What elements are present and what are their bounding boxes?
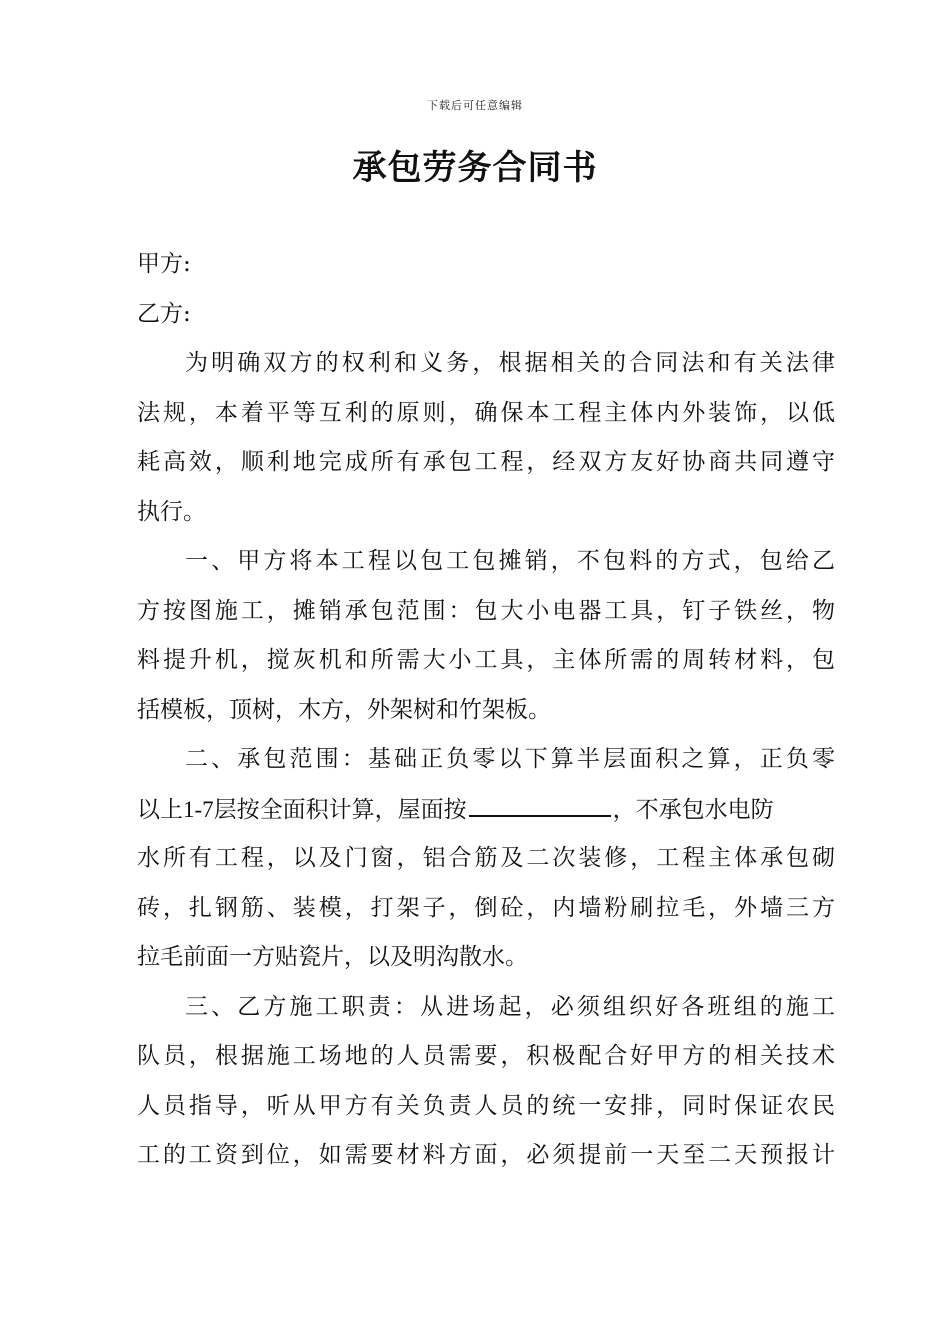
clause-2-line: 水所有工程，以及门窗，铝合筋及二次装修，工程主体承包砌	[137, 845, 835, 871]
clause-3-line: 人员指导，听从甲方有关负责人员的统一安排，同时保证农民	[137, 1092, 835, 1119]
document-body	[137, 240, 835, 1181]
clause-2-paragraph	[137, 735, 835, 983]
clause-3-line: 工的工资到位，如需要材料方面，必须提前一天至二天预报计	[137, 1142, 835, 1168]
clause-3-line: 三、乙方施工职责：从进场起，必须组织好各班组的施工	[185, 993, 835, 1020]
intro-paragraph	[137, 339, 835, 537]
clause-1-line: 料提升机，搅灰机和所需大小工具，主体所需的周转材料，包	[137, 647, 835, 673]
floor-range: 1-7	[183, 796, 214, 822]
clause-1-line: 一、甲方将本工程以包工包摊销，不包料的方式，包给乙	[185, 548, 835, 574]
clause-2-text: 层按全面积计算，屋面按	[213, 796, 467, 823]
clause-2-line: 拉毛前面一方贴瓷片，以及明沟散水。	[137, 944, 528, 970]
clause-1-line: 方按图施工，摊销承包范围：包大小电器工具，钉子铁丝，物	[137, 597, 835, 624]
intro-line: 执行。	[137, 498, 206, 525]
clause-3-paragraph	[137, 983, 835, 1181]
party-b-label: 乙方:	[137, 300, 191, 327]
clause-2-line: 砖，扎钢筋、装模，打架子，倒砼，内墙粉刷拉毛，外墙三方	[137, 894, 835, 921]
header-note: 下载后可任意编辑	[427, 99, 523, 112]
intro-line: 法规，本着平等互利的原则，确保本工程主体内外装饰，以低	[137, 399, 835, 426]
clause-3-line: 队员，根据施工场地的人员需要，积极配合好甲方的相关技术	[137, 1043, 835, 1069]
party-a-label: 甲方:	[137, 251, 191, 277]
document-title: 承包劳务合同书	[352, 148, 598, 188]
clause-2-text: ，不承包水电防	[612, 796, 774, 823]
clause-2-line-with-blank	[137, 785, 835, 835]
clause-2-text: 以上	[137, 796, 183, 823]
clause-1-paragraph	[137, 537, 835, 735]
clause-1-line: 括模板，顶树，木方，外架树和竹架板。	[137, 696, 551, 723]
roof-fill-in-blank[interactable]	[469, 793, 611, 817]
clause-2-line: 二、承包范围：基础正负零以下算半层面积之算，正负零	[185, 746, 835, 772]
intro-line: 为明确双方的权利和义务，根据相关的合同法和有关法律	[185, 350, 835, 376]
intro-line: 耗高效，顺利地完成所有承包工程，经双方友好协商共同遵守	[137, 449, 835, 475]
